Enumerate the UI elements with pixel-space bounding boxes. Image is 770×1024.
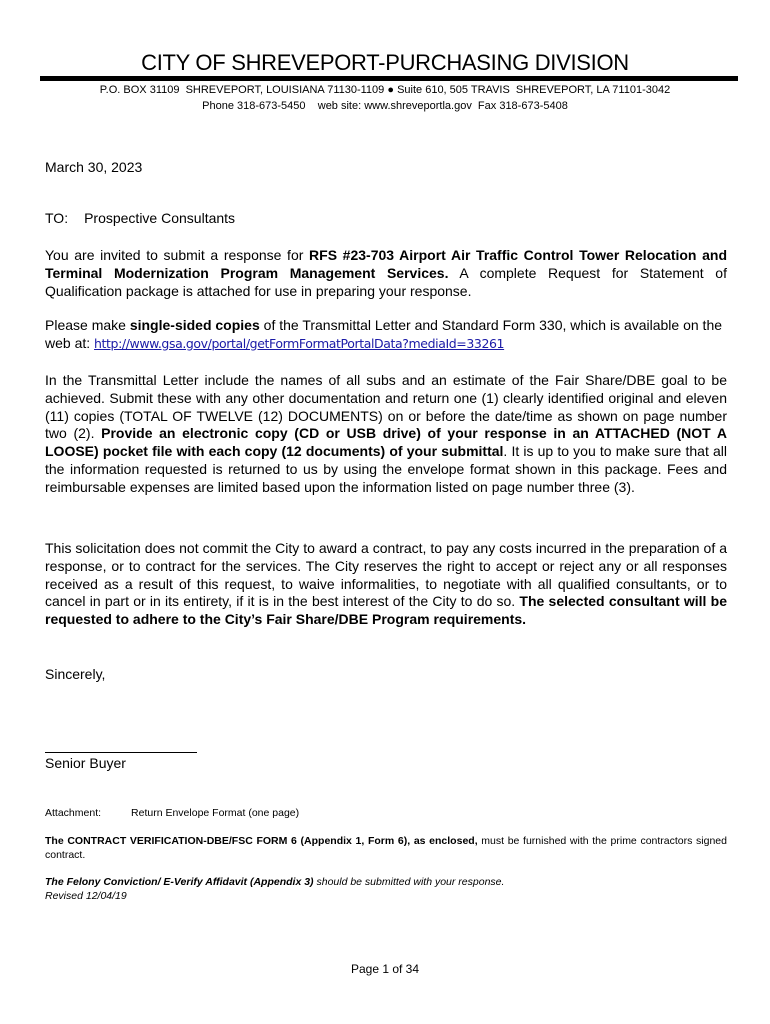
emphasis: The Felony Conviction/ E-Verify Affidavit (Appendix 3) (45, 876, 314, 888)
emphasis: Provide an electronic copy (CD or USB drive) of your response in an ATTACHED (NOT A LOOSE) pocket file with each copy (12 documents) of your submittal (45, 425, 727, 460)
signer-title: Senior Buyer (45, 755, 126, 771)
contract-note (45, 834, 727, 862)
text: of the Transmittal Letter and Standard Form 330, which is available on the web at: (45, 317, 723, 351)
text: You are invited to submit a response for (45, 247, 310, 263)
attachment-value: Return Envelope Format (one page) (131, 807, 300, 819)
text: This solicitation does not commit the City to award a contract, to pay any costs incurred in the preparation of a response, or to contract for the services. The City reserves the right to accept or reject any or all responses received as a result of this request, to waive informalities, to negotiate with all qualified consultants, or to cancel in part or in its entirety, if it is in the best interest of the City to do so. (45, 540, 727, 610)
felony-note (45, 875, 727, 889)
text: should be submitted with your response. (313, 876, 505, 888)
paragraph-invitation (45, 247, 727, 300)
letterhead-title: CITY OF SHREVEPORT-PURCHASING DIVISION (141, 50, 629, 75)
paragraph-transmittal (45, 372, 727, 497)
attachment-line (45, 806, 727, 820)
bullet-icon: ● (387, 84, 395, 96)
emphasis: The selected consultant will be requested to adhere to the City’s Fair Share/DBE Program requirements. (45, 593, 727, 628)
recipient: Prospective Consultants (84, 210, 236, 226)
letterhead-address (0, 84, 770, 96)
paragraph-copies (45, 317, 727, 353)
paragraph-disclaimer (45, 540, 727, 629)
street-address: Suite 610, 505 TRAVIS SHREVEPORT, LA 71101-3042 (397, 84, 671, 96)
text: must be furnished with the prime contractors signed contract. (45, 835, 727, 861)
emphasis: The CONTRACT VERIFICATION-DBE/FSC FORM 6 (Appendix 1, Form 6), as enclosed, (45, 835, 478, 847)
recipient-line (45, 210, 727, 228)
gsa-form-link[interactable]: http://www.gsa.gov/portal/getFormFormatPortalData?mediaId=33261 (94, 335, 505, 351)
letterhead-divider (40, 76, 738, 81)
letter-date: March 30, 2023 (45, 159, 143, 175)
attachment-label: Attachment: (45, 807, 102, 819)
text: Please make (45, 317, 130, 333)
text: In the Transmittal Letter include the names of all subs and an estimate of the Fair Share/DBE goal to be achieved. Submit these with any other documentation and return one (1) clearly identified original and eleven (11) copies (TOTAL OF TWELVE (12) DOCUMENTS) on or before the date/time as shown on page number two (2). (45, 372, 727, 442)
po-box-address: P.O. BOX 31109 SHREVEPORT, LOUISIANA 71130-1109 (99, 84, 385, 96)
revision-date: Revised 12/04/19 (45, 890, 127, 902)
page-number: Page 1 of 34 (350, 962, 420, 976)
text: . It is up to you to make sure that all the information requested is returned to us by using the envelope format shown in this package. Fees and reimbursable expenses are limited based upon the information listed on page number three (3). (45, 443, 727, 495)
to-label: TO: (45, 210, 69, 226)
signature-line (45, 752, 197, 753)
letterhead-contact: Phone 318-673-5450 web site: www.shreveportla.gov Fax 318-673-5408 (202, 100, 568, 112)
rfs-title: RFS #23-703 Airport Air Traffic Control Tower Relocation and Terminal Modernization Program Management Services. (45, 247, 727, 281)
emphasis: single-sided copies (129, 317, 260, 333)
text: A complete Request for Statement of Qualification package is attached for use in preparing your response. (45, 264, 727, 299)
closing: Sincerely, (45, 666, 106, 682)
